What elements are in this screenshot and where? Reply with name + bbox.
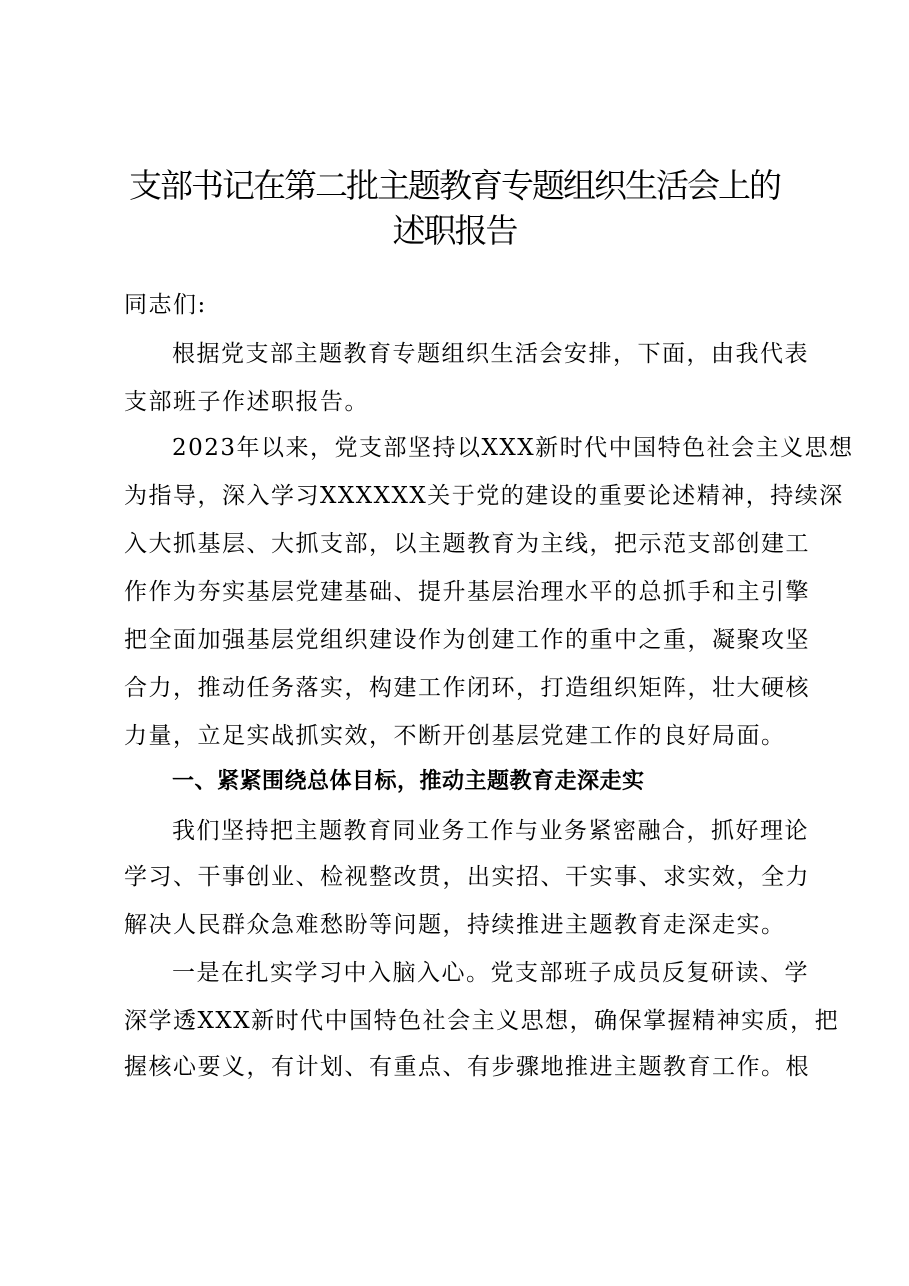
paragraph-line: 解决人民群众急难愁盼等问题，持续推进主题教育走深走实。 bbox=[124, 912, 786, 938]
paragraph-line: 力量，立足实战抓实效，不断开创基层党建工作的良好局面。 bbox=[124, 723, 786, 749]
paragraph-line: 入大抓基层、大抓支部，以主题教育为主线，把示范支部创建工 bbox=[124, 531, 810, 557]
paragraph-line: 把全面加强基层党组织建设作为创建工作的重中之重，凝聚攻坚 bbox=[124, 627, 810, 653]
paragraph-line: 作作为夯实基层党建基础、提升基层治理水平的总抓手和主引擎 bbox=[124, 579, 810, 605]
paragraph-line: 深学透XXX新时代中国特色社会主义思想，确保掌握精神实质，把 bbox=[124, 1008, 840, 1034]
paragraph-line: 合力，推动任务落实，构建工作闭环，打造组织矩阵，壮大硬核 bbox=[124, 675, 810, 701]
paragraph-line: 为指导，深入学习XXXXXX关于党的建设的重要论述精神，持续深 bbox=[124, 483, 844, 509]
paragraph-line: 根据党支部主题教育专题组织生活会安排，下面，由我代表 bbox=[172, 341, 809, 367]
paragraph-line: 学习、干事创业、检视整改贯，出实招、干实事、求实效，全力 bbox=[124, 864, 810, 890]
section-heading: 一、紧紧围绕总体目标，推动主题教育走深走实 bbox=[172, 769, 645, 794]
paragraph-line: 一是在扎实学习中入脑入心。党支部班子成员反复研读、学 bbox=[172, 960, 809, 986]
document-title-line-2: 述职报告 bbox=[392, 211, 517, 250]
paragraph-line: 握核心要义，有计划、有重点、有步骤地推进主题教育工作。根 bbox=[124, 1054, 810, 1080]
salutation: 同志们: bbox=[124, 292, 207, 318]
paragraph-line: 我们坚持把主题教育同业务工作与业务紧密融合，抓好理论 bbox=[172, 818, 809, 844]
document-title-line-1: 支部书记在第二批主题教育专题组织生活会上的 bbox=[129, 166, 780, 205]
paragraph-line: 支部班子作述职报告。 bbox=[124, 389, 369, 415]
paragraph-line: 2023年以来，党支部坚持以XXX新时代中国特色社会主义思想 bbox=[172, 435, 854, 461]
